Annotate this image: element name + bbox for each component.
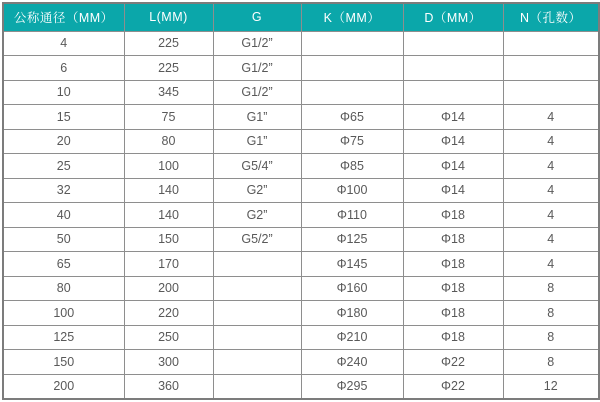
table-cell: 4 (503, 154, 599, 179)
table-cell: Φ18 (403, 227, 503, 252)
table-cell: 8 (503, 276, 599, 301)
table-cell (403, 56, 503, 81)
table-cell: 10 (3, 80, 124, 105)
table-cell (213, 252, 301, 277)
table-cell: Φ14 (403, 129, 503, 154)
table-cell: 4 (503, 178, 599, 203)
table-cell: 345 (124, 80, 213, 105)
table-cell: 80 (3, 276, 124, 301)
table-cell: 4 (503, 252, 599, 277)
column-header-d-dimension: D（MM） (403, 3, 503, 31)
table-cell: 8 (503, 350, 599, 375)
table-cell (503, 80, 599, 105)
table-cell: 32 (3, 178, 124, 203)
table-cell: G1/2” (213, 80, 301, 105)
table-cell: 250 (124, 325, 213, 350)
table-cell: 4 (503, 105, 599, 130)
table-cell: G1” (213, 105, 301, 130)
table-cell: 300 (124, 350, 213, 375)
column-header-hole-count: N（孔数） (503, 3, 599, 31)
table-cell: 4 (3, 31, 124, 56)
column-header-nominal-diameter: 公称通径（MM） (3, 3, 124, 31)
table-cell (301, 56, 403, 81)
table-cell: G5/2” (213, 227, 301, 252)
table-row (3, 301, 599, 326)
table-cell: Φ18 (403, 276, 503, 301)
table-cell: 140 (124, 203, 213, 228)
table-cell: 20 (3, 129, 124, 154)
table-cell: G2” (213, 178, 301, 203)
table-cell: Φ240 (301, 350, 403, 375)
table-cell: Φ160 (301, 276, 403, 301)
table-cell: Φ14 (403, 105, 503, 130)
table-row (3, 203, 599, 228)
table-cell: Φ14 (403, 154, 503, 179)
table-cell: Φ18 (403, 203, 503, 228)
table-cell: Φ125 (301, 227, 403, 252)
table-cell: 8 (503, 325, 599, 350)
table-cell: 225 (124, 56, 213, 81)
table-cell: 150 (124, 227, 213, 252)
table-cell: Φ100 (301, 178, 403, 203)
table-cell: 80 (124, 129, 213, 154)
table-cell: 150 (3, 350, 124, 375)
table-cell: 75 (124, 105, 213, 130)
table-cell: Φ22 (403, 374, 503, 399)
table-cell: 4 (503, 129, 599, 154)
table-cell: 100 (124, 154, 213, 179)
table-cell: 170 (124, 252, 213, 277)
table-cell: Φ22 (403, 350, 503, 375)
table-cell: Φ110 (301, 203, 403, 228)
table-row (3, 350, 599, 375)
table-cell: Φ75 (301, 129, 403, 154)
table-cell (403, 80, 503, 105)
table-cell: 360 (124, 374, 213, 399)
table-row (3, 374, 599, 399)
table-cell: 25 (3, 154, 124, 179)
table-cell (213, 350, 301, 375)
table-cell (213, 276, 301, 301)
table-cell (503, 56, 599, 81)
table-cell: 40 (3, 203, 124, 228)
table-body (3, 31, 599, 399)
table-cell: 4 (503, 203, 599, 228)
column-header-g-thread: G (213, 3, 301, 31)
table-cell (213, 374, 301, 399)
table-cell: G1/2” (213, 56, 301, 81)
table-row (3, 105, 599, 130)
table-cell: Φ210 (301, 325, 403, 350)
table-cell: 140 (124, 178, 213, 203)
table-cell (503, 31, 599, 56)
table-cell: 4 (503, 227, 599, 252)
header-row (3, 3, 599, 31)
table-row (3, 325, 599, 350)
table-cell: Φ180 (301, 301, 403, 326)
table-cell: 200 (124, 276, 213, 301)
table-cell: 225 (124, 31, 213, 56)
table-cell: Φ295 (301, 374, 403, 399)
table-row (3, 178, 599, 203)
table-row (3, 154, 599, 179)
table-cell (213, 301, 301, 326)
table-cell: 125 (3, 325, 124, 350)
table-cell: Φ18 (403, 325, 503, 350)
table-row (3, 80, 599, 105)
table-cell: 200 (3, 374, 124, 399)
table-cell: 50 (3, 227, 124, 252)
table-cell: 8 (503, 301, 599, 326)
table-header (3, 3, 599, 31)
table-row (3, 227, 599, 252)
table-cell: 15 (3, 105, 124, 130)
table-cell: G5/4” (213, 154, 301, 179)
table-cell (213, 325, 301, 350)
table-cell: 220 (124, 301, 213, 326)
table-cell: Φ85 (301, 154, 403, 179)
table-cell: 100 (3, 301, 124, 326)
table-row (3, 31, 599, 56)
table-cell (301, 31, 403, 56)
table-cell: G1/2” (213, 31, 301, 56)
table-row (3, 252, 599, 277)
table-cell: G2” (213, 203, 301, 228)
table-cell: Φ18 (403, 252, 503, 277)
table-cell: 6 (3, 56, 124, 81)
table-row (3, 56, 599, 81)
table-row (3, 129, 599, 154)
table-cell: Φ65 (301, 105, 403, 130)
spec-table (2, 2, 600, 400)
column-header-k-dimension: K（MM） (301, 3, 403, 31)
table-cell (403, 31, 503, 56)
table-cell: Φ14 (403, 178, 503, 203)
table-cell: 12 (503, 374, 599, 399)
table-cell: G1” (213, 129, 301, 154)
column-header-length: L(MM) (124, 3, 213, 31)
table-row (3, 276, 599, 301)
table-cell: 65 (3, 252, 124, 277)
table-cell (301, 80, 403, 105)
table-cell: Φ145 (301, 252, 403, 277)
table-cell: Φ18 (403, 301, 503, 326)
